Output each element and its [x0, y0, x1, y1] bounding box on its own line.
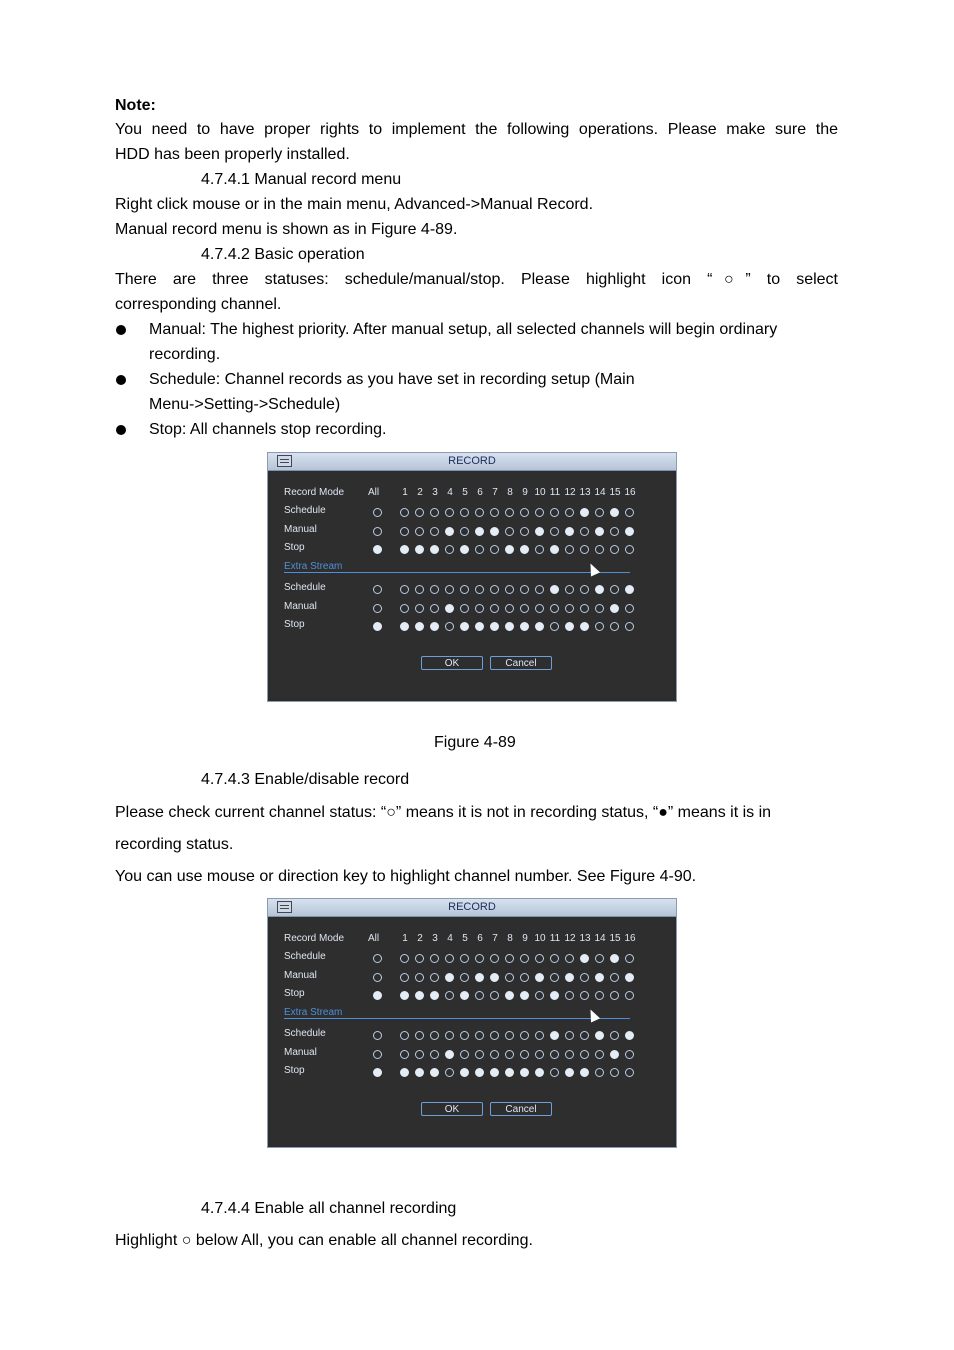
main-stream-channel-radio[interactable]: [415, 545, 424, 554]
main-stream-channel-radio[interactable]: [505, 508, 514, 517]
main-stream-channel-radio[interactable]: [490, 545, 499, 554]
main-stream-row-label: Manual: [284, 523, 317, 535]
main-stream-channel-radio[interactable]: [550, 545, 559, 554]
main-stream-channel-radio[interactable]: [400, 954, 409, 963]
cancel-button[interactable]: Cancel: [490, 656, 552, 670]
ok-button[interactable]: OK: [421, 1102, 483, 1116]
extra-stream-channel-radio[interactable]: [460, 604, 469, 613]
main-stream-channel-radio[interactable]: [535, 527, 544, 536]
main-stream-channel-radio[interactable]: [505, 954, 514, 963]
channel-number-4[interactable]: 4: [447, 933, 453, 944]
extra-stream-channel-radio[interactable]: [520, 622, 529, 631]
extra-stream-channel-radio[interactable]: [460, 585, 469, 594]
extra-stream-channel-radio[interactable]: [400, 622, 409, 631]
extra-stream-row-label: Schedule: [284, 1028, 326, 1039]
section-heading-manual-record-menu: 4.7.4.1 Manual record menu: [201, 171, 402, 188]
all-column-label: All: [368, 933, 380, 944]
main-stream-channel-radio[interactable]: [535, 545, 544, 554]
main-stream-all-radio[interactable]: [373, 545, 382, 554]
main-stream-channel-radio[interactable]: [535, 508, 544, 517]
main-stream-channel-radio[interactable]: [625, 954, 634, 963]
extra-stream-all-radio[interactable]: [373, 1050, 382, 1059]
paragraph-line: Highlight ○ below All, you can enable all channel recording.: [115, 1232, 533, 1249]
extra-stream-channel-radio[interactable]: [535, 585, 544, 594]
extra-stream-channel-radio[interactable]: [550, 1050, 559, 1059]
main-stream-channel-radio[interactable]: [445, 527, 454, 536]
extra-stream-label: Extra Stream: [284, 1007, 343, 1018]
main-stream-channel-radio[interactable]: [460, 545, 469, 554]
extra-stream-channel-radio[interactable]: [505, 1031, 514, 1040]
mouse-cursor-icon: [586, 1007, 600, 1022]
extra-stream-channel-radio[interactable]: [415, 604, 424, 613]
main-stream-channel-radio[interactable]: [490, 508, 499, 517]
main-stream-channel-radio[interactable]: [415, 508, 424, 517]
section-heading-enable-all-channel-recording: 4.7.4.4 Enable all channel recording: [201, 1200, 457, 1217]
main-stream-channel-radio[interactable]: [595, 954, 604, 963]
bullet-icon: [116, 375, 126, 385]
extra-stream-channel-radio[interactable]: [400, 1068, 409, 1077]
main-stream-channel-radio[interactable]: [505, 973, 514, 982]
main-stream-channel-radio[interactable]: [400, 545, 409, 554]
extra-stream-channel-radio[interactable]: [520, 604, 529, 613]
main-stream-channel-radio[interactable]: [610, 508, 619, 517]
main-stream-channel-radio[interactable]: [490, 973, 499, 982]
channel-number-4[interactable]: 4: [447, 487, 453, 498]
main-stream-channel-radio[interactable]: [580, 508, 589, 517]
main-stream-channel-radio[interactable]: [625, 991, 634, 1000]
main-stream-channel-radio[interactable]: [550, 954, 559, 963]
all-column-label: All: [368, 487, 380, 498]
channel-number-2[interactable]: 2: [417, 933, 423, 944]
main-stream-channel-radio[interactable]: [550, 508, 559, 517]
channel-number-14[interactable]: 14: [594, 487, 606, 498]
main-stream-channel-radio[interactable]: [490, 954, 499, 963]
extra-stream-channel-radio[interactable]: [430, 1031, 439, 1040]
main-stream-channel-radio[interactable]: [520, 991, 529, 1000]
channel-number-16[interactable]: 16: [624, 933, 636, 944]
extra-stream-channel-radio[interactable]: [400, 604, 409, 613]
main-stream-channel-radio[interactable]: [625, 527, 634, 536]
extra-stream-all-radio[interactable]: [373, 622, 382, 631]
channel-number-15[interactable]: 15: [609, 933, 621, 944]
extra-stream-channel-radio[interactable]: [505, 604, 514, 613]
note-text-line1: You need to have proper rights to implement the following operations. Please make sure the: [115, 121, 838, 138]
extra-stream-channel-radio[interactable]: [475, 622, 484, 631]
extra-stream-channel-radio[interactable]: [610, 585, 619, 594]
channel-number-13[interactable]: 13: [579, 487, 591, 498]
extra-stream-channel-radio[interactable]: [625, 1031, 634, 1040]
extra-stream-channel-radio[interactable]: [490, 604, 499, 613]
section-heading-basic-operation: 4.7.4.2 Basic operation: [201, 246, 365, 263]
dialog-titlebar: [268, 899, 676, 917]
extra-stream-channel-radio[interactable]: [460, 622, 469, 631]
extra-stream-channel-radio[interactable]: [520, 1031, 529, 1040]
extra-stream-channel-radio[interactable]: [565, 1068, 574, 1077]
main-stream-channel-radio[interactable]: [475, 508, 484, 517]
main-stream-channel-radio[interactable]: [445, 973, 454, 982]
extra-stream-all-radio[interactable]: [373, 1031, 382, 1040]
channel-number-11[interactable]: 11: [549, 487, 561, 498]
extra-stream-channel-radio[interactable]: [520, 1068, 529, 1077]
extra-stream-channel-radio[interactable]: [535, 622, 544, 631]
main-stream-channel-radio[interactable]: [475, 545, 484, 554]
extra-stream-channel-radio[interactable]: [475, 1068, 484, 1077]
main-stream-channel-radio[interactable]: [610, 991, 619, 1000]
extra-stream-channel-radio[interactable]: [595, 1050, 604, 1059]
extra-stream-channel-radio[interactable]: [580, 1050, 589, 1059]
main-stream-all-radio[interactable]: [373, 527, 382, 536]
extra-stream-channel-radio[interactable]: [580, 1031, 589, 1040]
extra-stream-channel-radio[interactable]: [475, 1050, 484, 1059]
main-stream-all-radio[interactable]: [373, 973, 382, 982]
extra-stream-channel-radio[interactable]: [625, 585, 634, 594]
main-stream-channel-radio[interactable]: [430, 508, 439, 517]
bullet-text: Manual: The highest priority. After manual setup, all selected channels will begin ordinary: [149, 321, 778, 338]
channel-number-9[interactable]: 9: [522, 487, 528, 498]
main-stream-channel-radio[interactable]: [445, 954, 454, 963]
main-stream-channel-radio[interactable]: [475, 527, 484, 536]
extra-stream-row-label: Manual: [284, 1046, 317, 1058]
extra-stream-channel-radio[interactable]: [490, 622, 499, 631]
main-stream-channel-radio[interactable]: [400, 973, 409, 982]
main-stream-channel-radio[interactable]: [430, 954, 439, 963]
main-stream-channel-radio[interactable]: [400, 508, 409, 517]
paragraph-line: You can use mouse or direction key to highlight channel number. See Figure 4-90.: [115, 868, 697, 885]
extra-stream-channel-radio[interactable]: [610, 604, 619, 613]
main-stream-channel-radio[interactable]: [520, 954, 529, 963]
channel-number-3[interactable]: 3: [432, 487, 438, 498]
extra-stream-divider: [284, 1018, 630, 1019]
extra-stream-channel-radio[interactable]: [565, 1050, 574, 1059]
extra-stream-channel-radio[interactable]: [430, 1068, 439, 1077]
extra-stream-channel-radio[interactable]: [610, 1050, 619, 1059]
bullet-icon: [116, 425, 126, 435]
channel-number-16[interactable]: 16: [624, 487, 636, 498]
extra-stream-channel-radio[interactable]: [535, 1031, 544, 1040]
dialog-title: RECORD: [448, 455, 496, 467]
channel-number-10[interactable]: 10: [534, 933, 546, 944]
bullet-icon: [116, 325, 126, 335]
extra-stream-channel-radio[interactable]: [610, 1068, 619, 1077]
extra-stream-channel-radio[interactable]: [595, 1068, 604, 1077]
main-stream-channel-radio[interactable]: [520, 545, 529, 554]
ok-button[interactable]: OK: [421, 656, 483, 670]
main-stream-channel-radio[interactable]: [430, 991, 439, 1000]
extra-stream-channel-radio[interactable]: [400, 1031, 409, 1040]
main-stream-channel-radio[interactable]: [445, 991, 454, 1000]
extra-stream-channel-radio[interactable]: [490, 1050, 499, 1059]
main-stream-channel-radio[interactable]: [610, 527, 619, 536]
bullet-text: Schedule: Channel records as you have set in recording setup (Main: [149, 371, 635, 388]
main-stream-channel-radio[interactable]: [505, 991, 514, 1000]
extra-stream-channel-radio[interactable]: [625, 604, 634, 613]
extra-stream-channel-radio[interactable]: [535, 1068, 544, 1077]
extra-stream-channel-radio[interactable]: [565, 585, 574, 594]
main-stream-channel-radio[interactable]: [430, 973, 439, 982]
extra-stream-channel-radio[interactable]: [610, 622, 619, 631]
channel-number-14[interactable]: 14: [594, 933, 606, 944]
main-stream-channel-radio[interactable]: [595, 508, 604, 517]
main-stream-channel-radio[interactable]: [490, 991, 499, 1000]
channel-number-3[interactable]: 3: [432, 933, 438, 944]
extra-stream-channel-radio[interactable]: [415, 1031, 424, 1040]
figure-caption: Figure 4-89: [434, 734, 516, 751]
extra-stream-channel-radio[interactable]: [445, 1031, 454, 1040]
main-stream-channel-radio[interactable]: [520, 508, 529, 517]
extra-stream-channel-radio[interactable]: [460, 1031, 469, 1040]
extra-stream-channel-radio[interactable]: [445, 1068, 454, 1077]
paragraph-line: corresponding channel.: [115, 296, 282, 313]
main-stream-channel-radio[interactable]: [520, 527, 529, 536]
dialog-title: RECORD: [448, 901, 496, 913]
channel-number-5[interactable]: 5: [462, 487, 468, 498]
main-stream-channel-radio[interactable]: [430, 527, 439, 536]
extra-stream-row-label: Stop: [284, 1065, 305, 1077]
channel-number-6[interactable]: 6: [477, 487, 483, 498]
main-stream-channel-radio[interactable]: [580, 954, 589, 963]
channel-number-11[interactable]: 11: [549, 933, 561, 944]
paragraph-line: Right click mouse or in the main menu, Advanced->Manual Record.: [115, 196, 594, 213]
note-text-line2: HDD has been properly installed.: [115, 146, 350, 163]
main-stream-channel-radio[interactable]: [535, 954, 544, 963]
main-stream-channel-radio[interactable]: [550, 991, 559, 1000]
extra-stream-row-label: Manual: [284, 600, 317, 612]
main-stream-channel-radio[interactable]: [475, 991, 484, 1000]
extra-stream-channel-radio[interactable]: [595, 1031, 604, 1040]
main-stream-channel-radio[interactable]: [415, 973, 424, 982]
extra-stream-row-label: Schedule: [284, 582, 326, 593]
extra-stream-channel-radio[interactable]: [490, 1068, 499, 1077]
channel-number-7[interactable]: 7: [492, 487, 498, 498]
dialog-body: [270, 918, 674, 1145]
main-stream-channel-radio[interactable]: [565, 991, 574, 1000]
channel-number-7[interactable]: 7: [492, 933, 498, 944]
extra-stream-channel-radio[interactable]: [595, 604, 604, 613]
channel-number-6[interactable]: 6: [477, 933, 483, 944]
main-stream-channel-radio[interactable]: [415, 527, 424, 536]
channel-number-8[interactable]: 8: [507, 933, 513, 944]
extra-stream-all-radio[interactable]: [373, 1068, 382, 1077]
extra-stream-channel-radio[interactable]: [415, 1050, 424, 1059]
main-stream-channel-radio[interactable]: [430, 545, 439, 554]
extra-stream-channel-radio[interactable]: [580, 1068, 589, 1077]
main-stream-channel-radio[interactable]: [595, 973, 604, 982]
main-stream-channel-radio[interactable]: [445, 508, 454, 517]
record-mode-label: Record Mode: [284, 933, 345, 944]
extra-stream-channel-radio[interactable]: [505, 1068, 514, 1077]
extra-stream-channel-radio[interactable]: [490, 585, 499, 594]
extra-stream-channel-radio[interactable]: [445, 622, 454, 631]
main-stream-channel-radio[interactable]: [535, 991, 544, 1000]
dialog-body: [270, 472, 674, 699]
bullet-text: Menu->Setting->Schedule): [149, 396, 341, 413]
extra-stream-channel-radio[interactable]: [565, 622, 574, 631]
main-stream-channel-radio[interactable]: [580, 527, 589, 536]
extra-stream-channel-radio[interactable]: [535, 604, 544, 613]
extra-stream-channel-radio[interactable]: [550, 622, 559, 631]
extra-stream-channel-radio[interactable]: [550, 1031, 559, 1040]
extra-stream-channel-radio[interactable]: [580, 585, 589, 594]
main-stream-channel-radio[interactable]: [625, 973, 634, 982]
extra-stream-channel-radio[interactable]: [565, 1031, 574, 1040]
main-stream-channel-radio[interactable]: [625, 545, 634, 554]
extra-stream-channel-radio[interactable]: [445, 585, 454, 594]
main-stream-channel-radio[interactable]: [610, 954, 619, 963]
main-stream-channel-radio[interactable]: [460, 991, 469, 1000]
bullet-text: Stop: All channels stop recording.: [149, 421, 387, 438]
main-stream-all-radio[interactable]: [373, 991, 382, 1000]
section-heading-enable-disable-record: 4.7.4.3 Enable/disable record: [201, 771, 410, 788]
main-stream-channel-radio[interactable]: [490, 527, 499, 536]
main-stream-channel-radio[interactable]: [415, 991, 424, 1000]
main-stream-channel-radio[interactable]: [580, 545, 589, 554]
extra-stream-channel-radio[interactable]: [565, 604, 574, 613]
extra-stream-channel-radio[interactable]: [475, 604, 484, 613]
note-heading: Note:: [115, 97, 156, 114]
extra-stream-channel-radio[interactable]: [445, 1050, 454, 1059]
extra-stream-channel-radio[interactable]: [580, 622, 589, 631]
main-stream-row-label: Schedule: [284, 951, 326, 962]
main-stream-channel-radio[interactable]: [565, 508, 574, 517]
extra-stream-channel-radio[interactable]: [430, 604, 439, 613]
paragraph-line: Manual record menu is shown as in Figure 4-89.: [115, 221, 458, 238]
main-stream-channel-radio[interactable]: [475, 954, 484, 963]
main-stream-channel-radio[interactable]: [565, 954, 574, 963]
extra-stream-channel-radio[interactable]: [595, 622, 604, 631]
record-dialog-figure-4-89: [267, 452, 677, 702]
main-stream-channel-radio[interactable]: [535, 973, 544, 982]
channel-number-2[interactable]: 2: [417, 487, 423, 498]
extra-stream-channel-radio[interactable]: [550, 604, 559, 613]
record-dialog-figure-4-90: [267, 898, 677, 1148]
main-stream-channel-radio[interactable]: [595, 545, 604, 554]
channel-number-5[interactable]: 5: [462, 933, 468, 944]
channel-number-9[interactable]: 9: [522, 933, 528, 944]
main-stream-channel-radio[interactable]: [550, 973, 559, 982]
main-stream-channel-radio[interactable]: [400, 527, 409, 536]
main-stream-channel-radio[interactable]: [460, 527, 469, 536]
main-stream-channel-radio[interactable]: [610, 973, 619, 982]
channel-number-8[interactable]: 8: [507, 487, 513, 498]
extra-stream-channel-radio[interactable]: [595, 585, 604, 594]
extra-stream-channel-radio[interactable]: [415, 585, 424, 594]
extra-stream-channel-radio[interactable]: [505, 622, 514, 631]
extra-stream-channel-radio[interactable]: [490, 1031, 499, 1040]
paragraph-line: recording status.: [115, 836, 234, 853]
main-stream-row-label: Manual: [284, 969, 317, 981]
extra-stream-channel-radio[interactable]: [430, 622, 439, 631]
extra-stream-channel-radio[interactable]: [415, 1068, 424, 1077]
extra-stream-channel-radio[interactable]: [475, 1031, 484, 1040]
main-stream-channel-radio[interactable]: [460, 954, 469, 963]
channel-number-12[interactable]: 12: [564, 487, 576, 498]
extra-stream-channel-radio[interactable]: [460, 1050, 469, 1059]
extra-stream-channel-radio[interactable]: [610, 1031, 619, 1040]
extra-stream-channel-radio[interactable]: [625, 622, 634, 631]
main-stream-channel-radio[interactable]: [460, 508, 469, 517]
extra-stream-channel-radio[interactable]: [430, 1050, 439, 1059]
main-stream-row-label: Stop: [284, 988, 305, 1000]
channel-number-1[interactable]: 1: [402, 933, 408, 944]
main-stream-channel-radio[interactable]: [505, 545, 514, 554]
main-stream-channel-radio[interactable]: [460, 973, 469, 982]
extra-stream-channel-radio[interactable]: [460, 1068, 469, 1077]
main-stream-row-label: Stop: [284, 542, 305, 554]
main-stream-channel-radio[interactable]: [505, 527, 514, 536]
extra-stream-channel-radio[interactable]: [535, 1050, 544, 1059]
cancel-button[interactable]: Cancel: [490, 1102, 552, 1116]
dialog-titlebar: [268, 453, 676, 471]
extra-stream-label: Extra Stream: [284, 561, 343, 572]
extra-stream-all-radio[interactable]: [373, 585, 382, 594]
extra-stream-all-radio[interactable]: [373, 604, 382, 613]
main-stream-channel-radio[interactable]: [550, 527, 559, 536]
bullet-text: recording.: [149, 346, 221, 363]
extra-stream-channel-radio[interactable]: [505, 1050, 514, 1059]
main-stream-channel-radio[interactable]: [580, 991, 589, 1000]
channel-number-1[interactable]: 1: [402, 487, 408, 498]
main-stream-all-radio[interactable]: [373, 508, 382, 517]
extra-stream-channel-radio[interactable]: [625, 1068, 634, 1077]
main-stream-channel-radio[interactable]: [595, 991, 604, 1000]
main-stream-channel-radio[interactable]: [595, 527, 604, 536]
main-stream-channel-radio[interactable]: [565, 973, 574, 982]
extra-stream-channel-radio[interactable]: [415, 622, 424, 631]
extra-stream-channel-radio[interactable]: [475, 585, 484, 594]
main-stream-channel-radio[interactable]: [445, 545, 454, 554]
mouse-cursor-icon: [586, 561, 600, 576]
extra-stream-channel-radio[interactable]: [625, 1050, 634, 1059]
main-stream-all-radio[interactable]: [373, 954, 382, 963]
main-stream-channel-radio[interactable]: [415, 954, 424, 963]
main-stream-channel-radio[interactable]: [475, 973, 484, 982]
extra-stream-channel-radio[interactable]: [520, 1050, 529, 1059]
extra-stream-channel-radio[interactable]: [400, 1050, 409, 1059]
extra-stream-channel-radio[interactable]: [505, 585, 514, 594]
main-stream-channel-radio[interactable]: [565, 545, 574, 554]
main-stream-channel-radio[interactable]: [520, 973, 529, 982]
main-stream-row-label: Schedule: [284, 505, 326, 516]
extra-stream-channel-radio[interactable]: [520, 585, 529, 594]
channel-number-10[interactable]: 10: [534, 487, 546, 498]
main-stream-channel-radio[interactable]: [610, 545, 619, 554]
main-stream-channel-radio[interactable]: [625, 508, 634, 517]
extra-stream-channel-radio[interactable]: [430, 585, 439, 594]
extra-stream-channel-radio[interactable]: [580, 604, 589, 613]
extra-stream-row-label: Stop: [284, 619, 305, 631]
main-stream-channel-radio[interactable]: [565, 527, 574, 536]
extra-stream-channel-radio[interactable]: [445, 604, 454, 613]
extra-stream-channel-radio[interactable]: [400, 585, 409, 594]
extra-stream-divider: [284, 572, 630, 573]
channel-number-15[interactable]: 15: [609, 487, 621, 498]
main-stream-channel-radio[interactable]: [580, 973, 589, 982]
paragraph-line: Please check current channel status: “○” means it is not in recording status, “●” means it is in: [115, 804, 772, 821]
paragraph-line: There are three statuses: schedule/manual/stop. Please highlight icon “○” to select: [115, 271, 838, 288]
record-mode-label: Record Mode: [284, 487, 345, 498]
extra-stream-channel-radio[interactable]: [550, 1068, 559, 1077]
channel-number-12[interactable]: 12: [564, 933, 576, 944]
channel-number-13[interactable]: 13: [579, 933, 591, 944]
main-stream-channel-radio[interactable]: [400, 991, 409, 1000]
extra-stream-channel-radio[interactable]: [550, 585, 559, 594]
